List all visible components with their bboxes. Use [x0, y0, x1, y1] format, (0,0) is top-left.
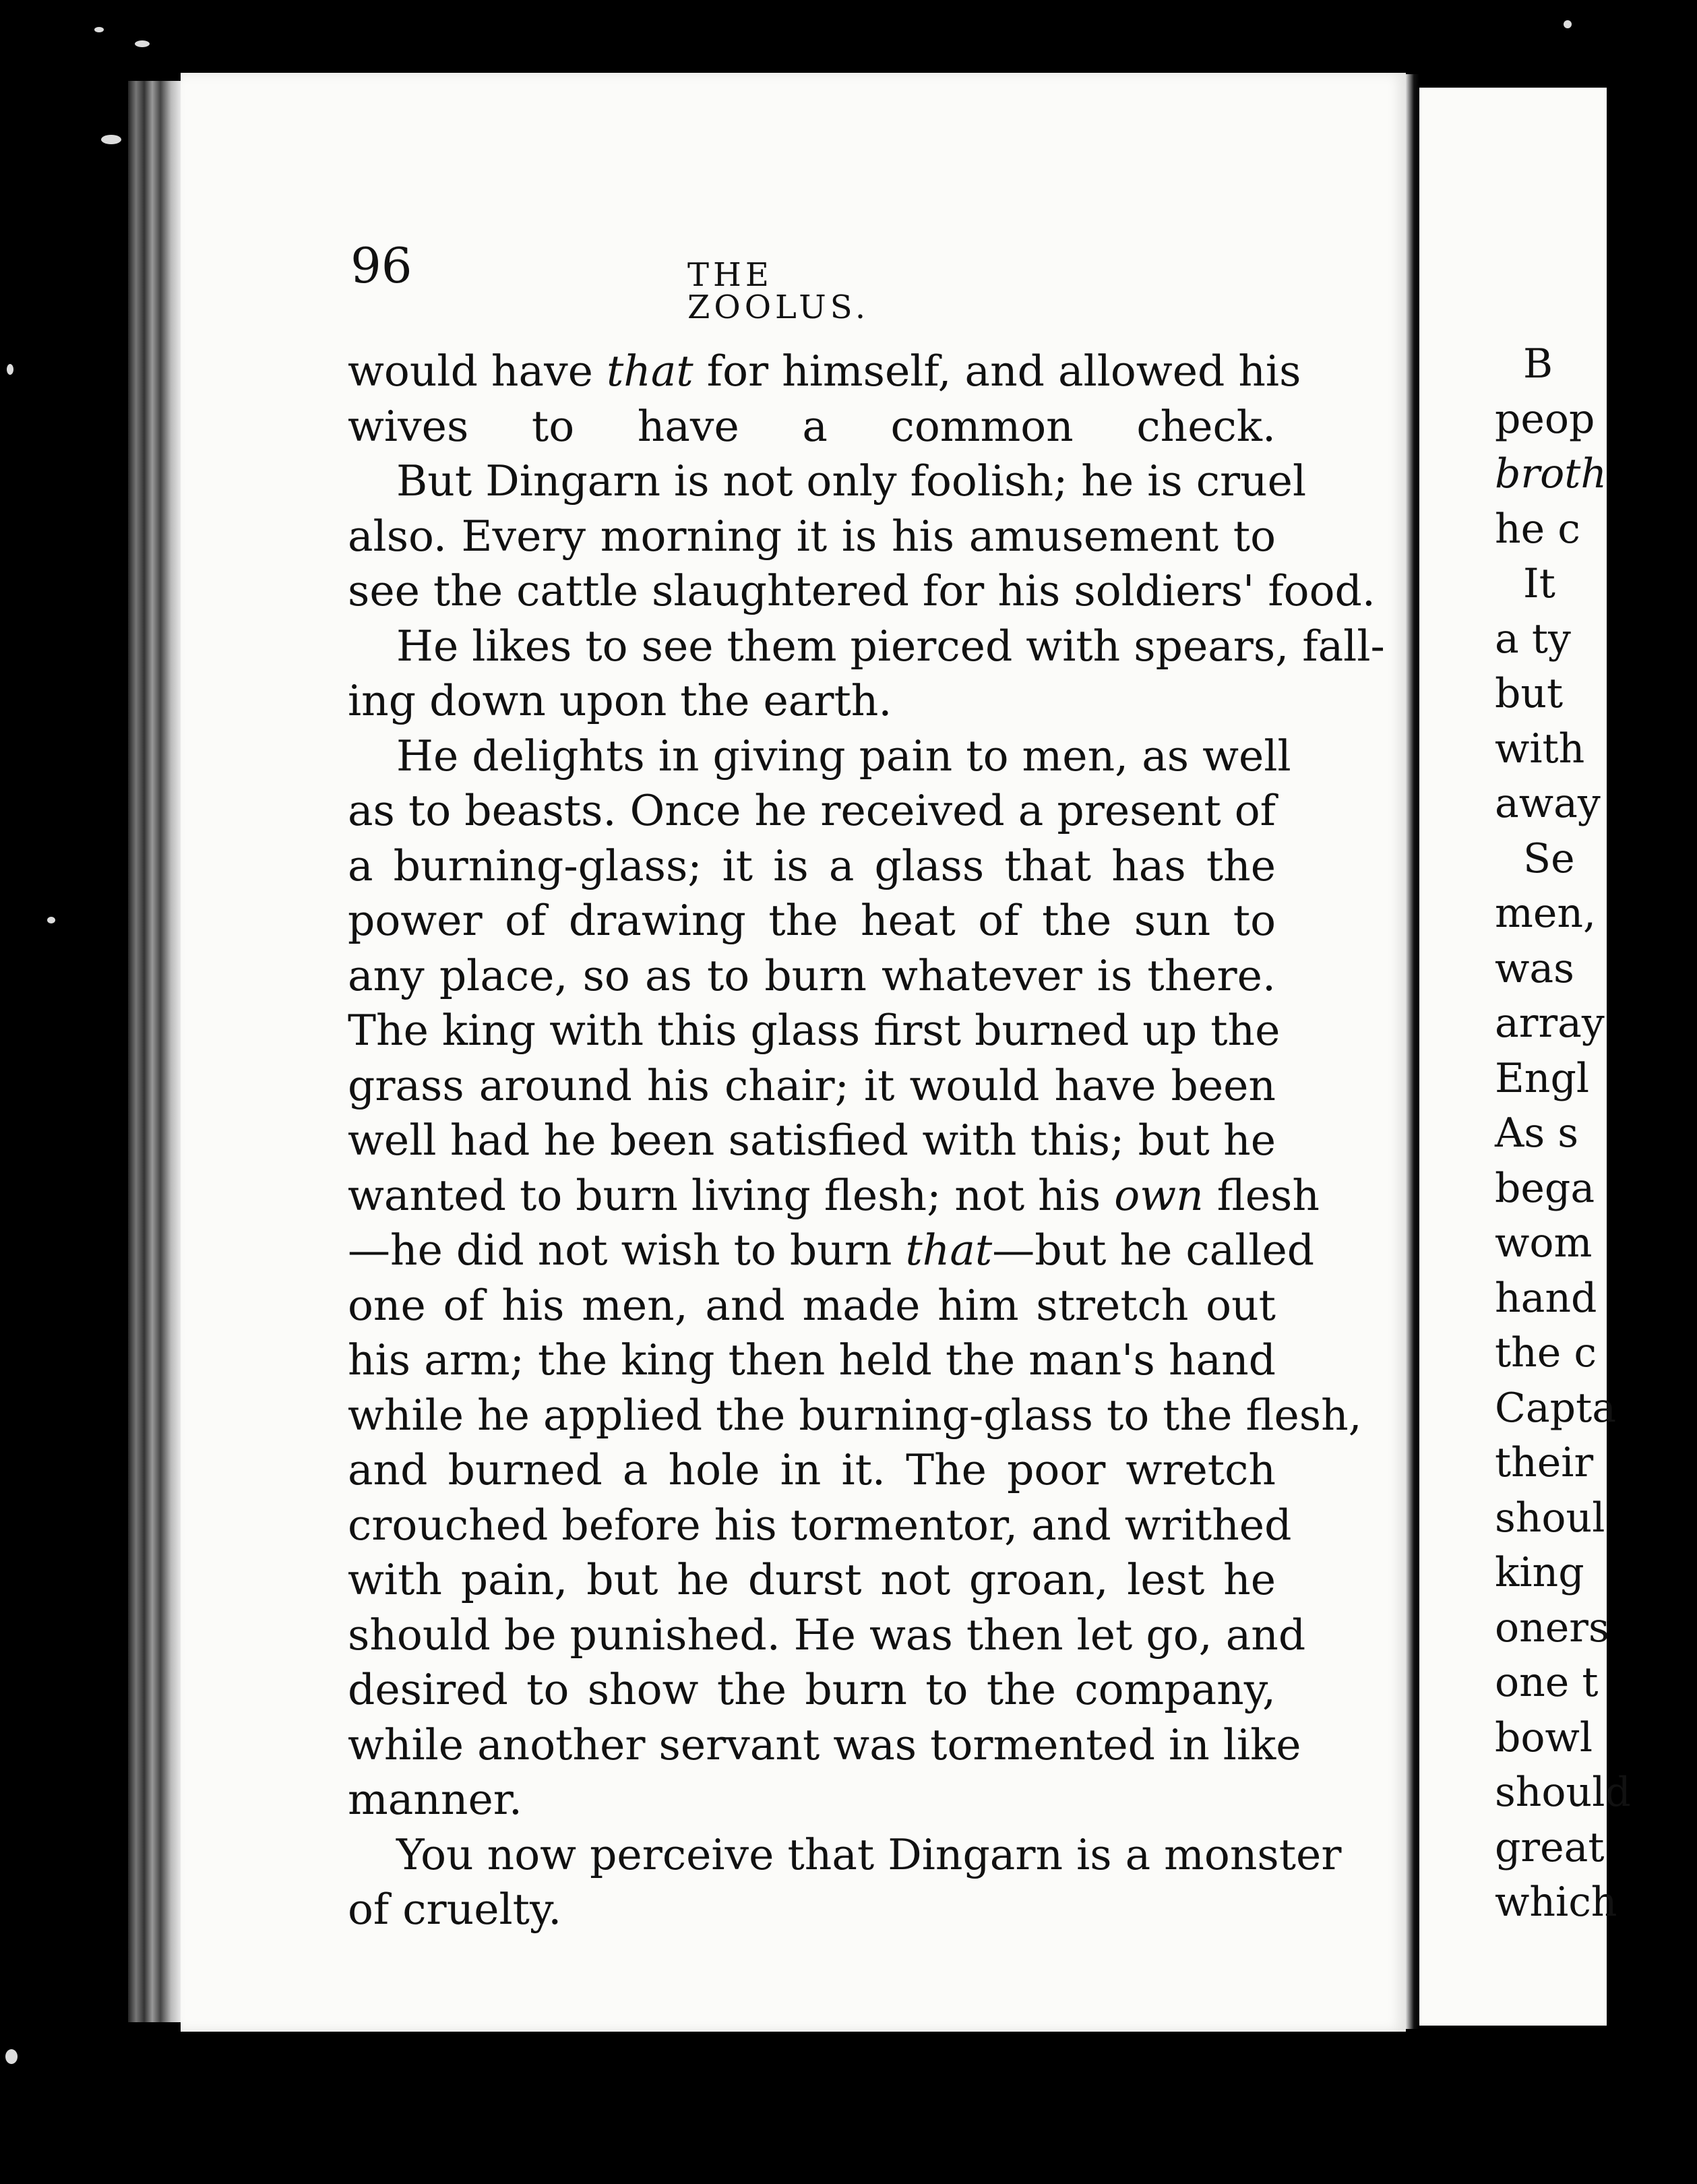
text-line: [348, 1662, 1276, 1718]
text-run: would have: [348, 346, 607, 396]
text-line: [348, 1388, 1362, 1443]
text-run: and burned a hole in it. The poor wretch: [348, 1445, 1276, 1494]
running-head: THE ZOOLUS.: [687, 256, 870, 326]
scan-speck: [135, 40, 150, 47]
text-run: see the cattle slaughtered for his soldiers' food.: [348, 566, 1376, 615]
text-line: [348, 344, 1301, 399]
italic-text-run: that: [905, 1225, 993, 1275]
scan-speck: [5, 2049, 18, 2064]
cropped-text-line: one t: [1495, 1659, 1599, 1706]
text-run: well had he been satisfied with this; but he: [348, 1116, 1276, 1165]
text-run: desired to show the burn to the company,: [348, 1665, 1276, 1714]
text-line: [348, 1827, 1342, 1883]
scan-speck: [94, 27, 104, 32]
text-run: of cruelty.: [348, 1885, 562, 1934]
text-line: [348, 783, 1276, 839]
text-line: [348, 1882, 1276, 1937]
text-line: [348, 1498, 1292, 1553]
cropped-text-line: away: [1495, 780, 1601, 827]
text-run: wives to have a common check.: [348, 401, 1276, 451]
text-line: [348, 1608, 1306, 1663]
cropped-text-line: Se: [1523, 835, 1575, 882]
text-line: [348, 1552, 1276, 1608]
text-run: —he did not wish to burn: [348, 1225, 906, 1275]
text-run: as to beasts. Once he received a present of: [348, 786, 1276, 835]
scan-speck: [101, 135, 121, 144]
text-run: flesh: [1203, 1170, 1320, 1220]
book-spine-edge: [128, 81, 182, 2022]
cropped-text-line: broth: [1495, 450, 1607, 497]
text-line: [348, 1003, 1281, 1058]
text-run: —but he called: [992, 1225, 1315, 1275]
text-line: [348, 839, 1276, 894]
cropped-text-line: peop: [1495, 395, 1595, 443]
page-number: 96: [350, 237, 412, 294]
text-run: He delights in giving pain to men, as well: [396, 731, 1291, 781]
cropped-text-line: bega: [1495, 1164, 1595, 1212]
cropped-text-line: wom: [1495, 1219, 1593, 1267]
text-run: a burning-glass; it is a glass that has the: [348, 841, 1276, 890]
cropped-text-line: hand: [1495, 1274, 1597, 1322]
text-run: crouched before his tormentor, and writhed: [348, 1500, 1292, 1550]
text-line: [348, 729, 1291, 784]
text-line: [348, 1718, 1301, 1773]
text-run: one of his men, and made him stretch out: [348, 1280, 1276, 1330]
text-line: [348, 564, 1376, 619]
right-page-body-text: [1495, 337, 1697, 1931]
text-run: with pain, but he durst not groan, lest he: [348, 1555, 1276, 1604]
italic-text-run: own: [1114, 1170, 1204, 1220]
cropped-text-line: Engl: [1495, 1054, 1590, 1102]
cropped-text-line: B: [1523, 340, 1553, 388]
text-line: [348, 619, 1385, 674]
cropped-text-line: but: [1495, 670, 1564, 717]
text-line: [348, 1113, 1276, 1168]
text-line: [348, 1333, 1276, 1388]
cropped-text-line: a ty: [1495, 615, 1571, 663]
text-run: should be punished. He was then let go, and: [348, 1610, 1306, 1660]
text-line: [348, 1278, 1276, 1333]
cropped-text-line: king: [1495, 1549, 1584, 1596]
cropped-text-line: array: [1495, 1000, 1605, 1047]
cropped-text-line: As s: [1495, 1110, 1578, 1157]
page-gutter: [1406, 74, 1419, 2029]
text-line: [348, 1443, 1276, 1498]
text-run: while he applied the burning-glass to the flesh,: [348, 1390, 1362, 1440]
text-line: [348, 1223, 1315, 1278]
text-run: any place, so as to burn whatever is there.: [348, 950, 1276, 1000]
text-line: [348, 399, 1276, 454]
scan-speck: [47, 917, 55, 923]
text-run: ing down upon the earth.: [348, 676, 892, 725]
cropped-text-line: shoul: [1495, 1494, 1605, 1542]
text-run: He likes to see them pierced with spears, fall-: [396, 621, 1385, 671]
text-line: [348, 1772, 1276, 1827]
text-run: You now perceive that Dingarn is a monster: [396, 1829, 1342, 1879]
cropped-text-line: Capta: [1495, 1384, 1616, 1432]
italic-text-run: that: [606, 346, 693, 396]
cropped-text-line: men,: [1495, 890, 1597, 937]
cropped-text-line: their: [1495, 1439, 1594, 1486]
cropped-text-line: the c: [1495, 1329, 1597, 1376]
scan-speck: [7, 364, 13, 375]
text-line: [348, 673, 1276, 729]
text-run: while another servant was tormented in like: [348, 1720, 1301, 1769]
cropped-text-line: oners: [1495, 1604, 1609, 1651]
scan-speck: [1564, 20, 1572, 28]
text-line: [348, 948, 1276, 1004]
text-run: wanted to burn living flesh; not his: [348, 1170, 1115, 1220]
text-run: grass around his chair; it would have been: [348, 1060, 1276, 1110]
text-run: manner.: [348, 1775, 522, 1824]
text-run: his arm; the king then held the man's hand: [348, 1335, 1276, 1385]
text-run: also. Every morning it is his amusement to: [348, 511, 1276, 561]
text-run: for himself, and allowed his: [693, 346, 1301, 396]
cropped-text-line: great: [1495, 1823, 1605, 1871]
text-line: [348, 1168, 1320, 1223]
text-run: The king with this glass first burned up the: [348, 1006, 1281, 1055]
cropped-text-line: It: [1523, 560, 1555, 607]
text-run: But Dingarn is not only foolish; he is cruel: [396, 456, 1307, 506]
text-line: [348, 893, 1276, 948]
left-page-body-text: [348, 344, 1385, 1937]
text-line: [348, 509, 1276, 564]
cropped-text-line: was: [1495, 944, 1574, 992]
text-line: [348, 454, 1307, 509]
text-run: power of drawing the heat of the sun to: [348, 896, 1276, 945]
cropped-text-line: bowl: [1495, 1713, 1593, 1761]
text-line: [348, 1058, 1276, 1114]
cropped-text-line: which: [1495, 1879, 1617, 1926]
cropped-text-line: he c: [1495, 505, 1580, 553]
cropped-text-line: with: [1495, 725, 1585, 772]
cropped-text-line: should: [1495, 1769, 1631, 1816]
